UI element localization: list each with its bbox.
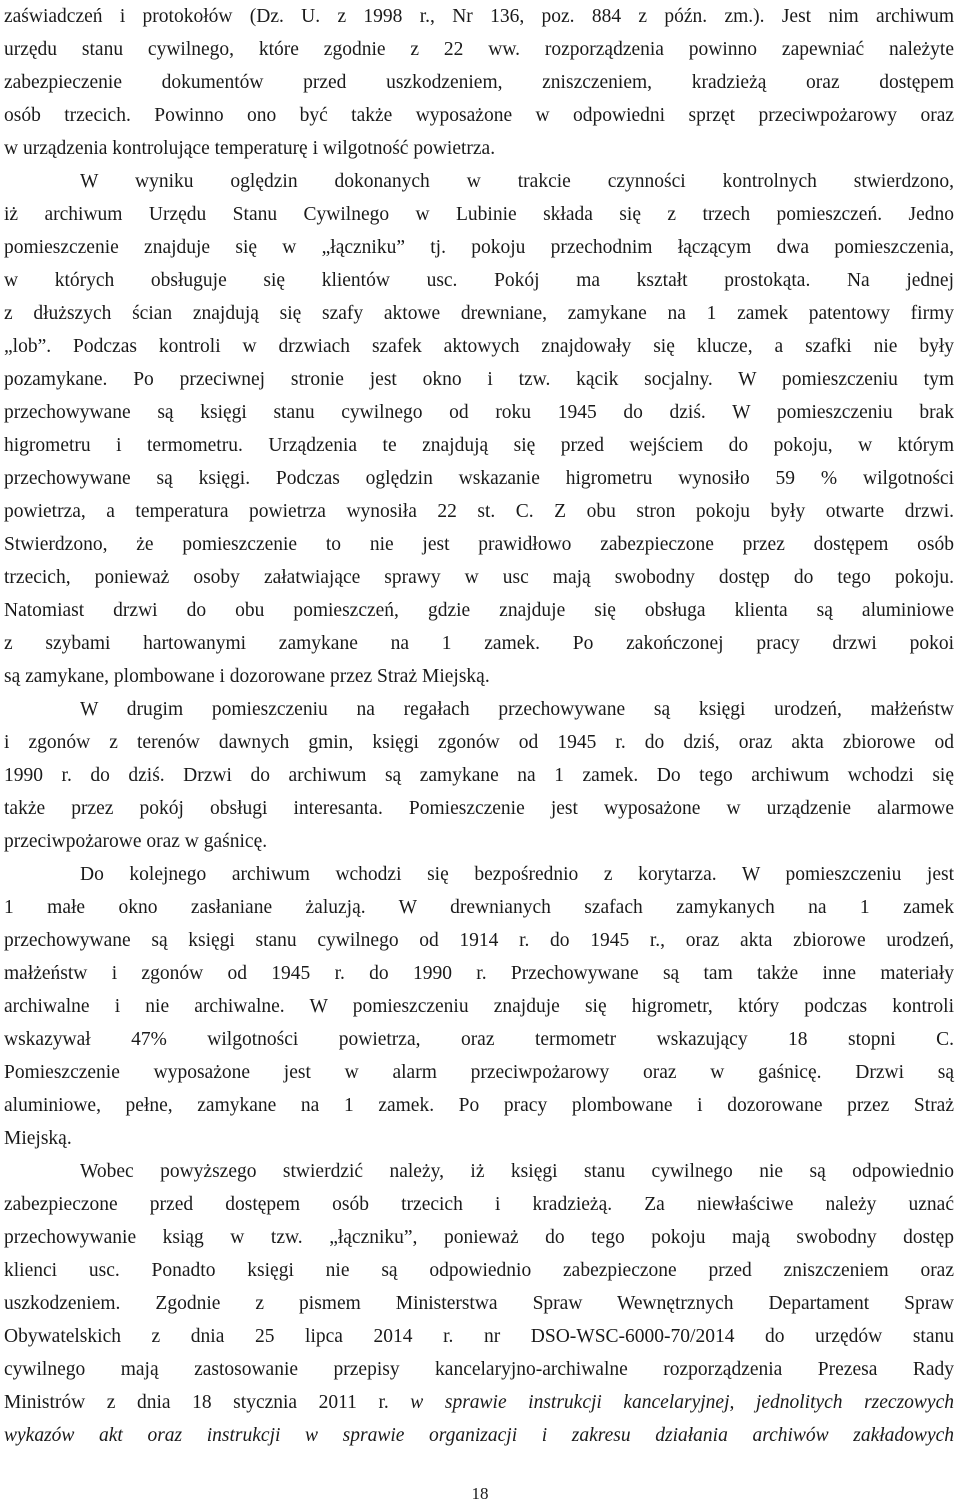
line-text: przechowywane są księgi. Podczas oględzin wskazanie higrometru wynosiło 59 % wilgotności — [4, 468, 954, 489]
text-line — [4, 924, 954, 958]
line-text: Wobec powyższego stwierdzić należy, iż księgi stanu cywilnego nie są odpowiednio — [80, 1161, 954, 1182]
line-text: uszkodzeniem. Zgodnie z pismem Ministerstwa Spraw Wewnętrznych Departament Spraw — [4, 1293, 954, 1314]
line-text: małżeństw i zgonów od 1945 r. do 1990 r. Przechowywane są tam także inne materiały — [4, 963, 954, 984]
line-text: wskazywał 47% wilgotności powietrza, oraz termometr wskazujący 18 stopni C. — [4, 1029, 954, 1050]
line-text: cywilnego mają zastosowanie przepisy kancelaryjno-archiwalne rozporządzenia Prezesa Rady — [4, 1359, 954, 1380]
line-text: w których obsługuje się klientów usc. Pokój ma kształt prostokąta. Na jednej — [4, 270, 954, 291]
text-line — [4, 1254, 954, 1288]
paragraph-first-line — [80, 858, 954, 892]
line-text: osób trzecich. Powinno ono być także wyposażone w odpowiedni sprzęt przeciwpożarowy oraz — [4, 105, 954, 126]
text-line — [4, 1353, 954, 1387]
text-line — [4, 1320, 954, 1354]
text-line — [4, 1287, 954, 1321]
paragraph-first-line — [80, 165, 954, 199]
line-text: 1990 r. do dziś. Drzwi do archiwum są zamykane na 1 zamek. Do tego archiwum wchodzi się — [4, 765, 954, 786]
text-line — [4, 1386, 954, 1420]
line-text: Miejską. — [4, 1128, 72, 1149]
text-line — [4, 429, 954, 463]
text-line — [4, 528, 954, 562]
text-line — [4, 759, 954, 793]
line-text: archiwalne i nie archiwalne. W pomieszczeniu znajduje się higrometr, który podczas kontroli — [4, 996, 954, 1017]
text-line — [4, 330, 954, 364]
text-line — [4, 363, 954, 397]
line-text: przeciwpożarowe oraz w gaśnicę. — [4, 831, 268, 852]
text-line — [4, 99, 954, 133]
text-line — [4, 231, 954, 265]
text-line — [4, 561, 954, 595]
text-line — [4, 825, 954, 859]
text-line — [4, 1089, 954, 1123]
text-line — [4, 462, 954, 496]
text-line — [4, 1419, 954, 1453]
line-text: 1 małe okno zasłaniane żaluzją. W drewnianych szafach zamykanych na 1 zamek — [4, 897, 954, 918]
text-line — [4, 990, 954, 1024]
text-line — [4, 0, 954, 34]
line-text: i zgonów z terenów dawnych gmin, księgi zgonów od 1945 r. do dziś, oraz akta zbiorowe od — [4, 732, 954, 753]
text-line — [4, 132, 954, 166]
text-line — [4, 396, 954, 430]
line-text: powietrza, a temperatura powietrza wynosiła 22 st. C. Z obu stron pokoju były otwarte drzwi. — [4, 501, 954, 522]
page-number: 18 — [471, 1484, 489, 1503]
line-text: pomieszczenie znajduje się w „łączniku” tj. pokoju przechodnim łączącym dwa pomieszczenia, — [4, 237, 954, 258]
line-text: przechowywane są księgi stanu cywilnego od 1914 r. do 1945 r., oraz akta zbiorowe urodzeń, — [4, 930, 954, 951]
italic-title: wykazów akt oraz instrukcji w sprawie organizacji i zakresu działania archiwów zakładowych — [4, 1425, 954, 1446]
paragraph-first-line — [80, 1155, 954, 1189]
text-line — [4, 627, 954, 661]
line-text: pozamykane. Po przeciwnej stronie jest okno i tzw. kącik socjalny. W pomieszczeniu tym — [4, 369, 954, 390]
line-text: zabezpieczone przed dostępem osób trzecich i kradzieżą. Za niewłaściwe należy uznać — [4, 1194, 954, 1215]
italic-title: w sprawie instrukcji kancelaryjnej, jednolitych rzeczowych — [410, 1392, 954, 1413]
text-line — [4, 1221, 954, 1255]
line-text: iż archiwum Urzędu Stanu Cywilnego w Lubinie składa się z trzech pomieszczeń. Jedno — [4, 204, 954, 225]
line-text: przechowywanie ksiąg w tzw. „łączniku”, ponieważ do tego pokoju mają swobodny dostęp — [4, 1227, 954, 1248]
text-line — [4, 594, 954, 628]
line-text: zabezpieczenie dokumentów przed uszkodzeniem, zniszczeniem, kradzieżą oraz dostępem — [4, 72, 954, 93]
paragraph-first-line — [80, 693, 954, 727]
line-text: Natomiast drzwi do obu pomieszczeń, gdzie znajduje się obsługa klienta są aluminiowe — [4, 600, 954, 621]
line-text: Do kolejnego archiwum wchodzi się bezpośrednio z korytarza. W pomieszczeniu jest — [80, 864, 954, 885]
text-line — [4, 1122, 954, 1156]
text-line — [4, 264, 954, 298]
line-text: klienci usc. Ponadto księgi nie są odpowiednio zabezpieczone przed zniszczeniem oraz — [4, 1260, 954, 1281]
line-text: higrometru i termometru. Urządzenia te znajdują się przed wejściem do pokoju, w którym — [4, 435, 954, 456]
text-line — [4, 1023, 954, 1057]
text-line — [4, 495, 954, 529]
line-text: Obywatelskich z dnia 25 lipca 2014 r. nr DSO-WSC-6000-70/2014 do urzędów stanu — [4, 1326, 954, 1347]
line-text: są zamykane, plombowane i dozorowane przez Straż Miejską. — [4, 666, 490, 687]
text-line — [4, 198, 954, 232]
line-text: urzędu stanu cywilnego, które zgodnie z 22 ww. rozporządzenia powinno zapewniać należyte — [4, 39, 954, 60]
text-line — [4, 891, 954, 925]
line-text: W drugim pomieszczeniu na regałach przechowywane są księgi urodzeń, małżeństw — [80, 699, 954, 720]
line-text: trzecich, ponieważ osoby załatwiające sprawy w usc mają swobodny dostęp do tego pokoju. — [4, 567, 954, 588]
line-text: z szybami hartowanymi zamykane na 1 zamek. Po zakończonej pracy drzwi pokoi — [4, 633, 954, 654]
text-line — [4, 1056, 954, 1090]
text-line — [4, 957, 954, 991]
text-line — [4, 1188, 954, 1222]
line-text: w urządzenia kontrolujące temperaturę i wilgotność powietrza. — [4, 138, 496, 159]
line-text: przechowywane są księgi stanu cywilnego od roku 1945 do dziś. W pomieszczeniu brak — [4, 402, 954, 423]
line-text: „lob”. Podczas kontroli w drzwiach szafek aktowych znajdowały się klucze, a szafki nie były — [4, 336, 954, 357]
text-line — [4, 660, 954, 694]
line-text: także przez pokój obsługi interesanta. Pomieszczenie jest wyposażone w urządzenie alarmowe — [4, 798, 954, 819]
line-text: Pomieszczenie wyposażone jest w alarm przeciwpożarowy oraz w gaśnicę. Drzwi są — [4, 1062, 954, 1083]
text-line — [4, 66, 954, 100]
line-text: W wyniku oględzin dokonanych w trakcie czynności kontrolnych stwierdzono, — [80, 171, 954, 192]
text-line — [4, 726, 954, 760]
line-text: aluminiowe, pełne, zamykane na 1 zamek. Po pracy plombowane i dozorowane przez Straż — [4, 1095, 954, 1116]
text-line — [4, 297, 954, 331]
line-text: Ministrów z dnia 18 stycznia 2011 r. — [4, 1392, 411, 1413]
line-text: zaświadczeń i protokołów (Dz. U. z 1998 r., Nr 136, poz. 884 z późn. zm.). Jest nim archiwum — [4, 6, 954, 27]
line-text: Stwierdzono, że pomieszczenie to nie jest prawidłowo zabezpieczone przez dostępem osób — [4, 534, 954, 555]
line-text: z dłuższych ścian znajdują się szafy aktowe drewniane, zamykane na 1 zamek patentowy firmy — [4, 303, 954, 324]
text-line — [4, 33, 954, 67]
text-line — [4, 792, 954, 826]
